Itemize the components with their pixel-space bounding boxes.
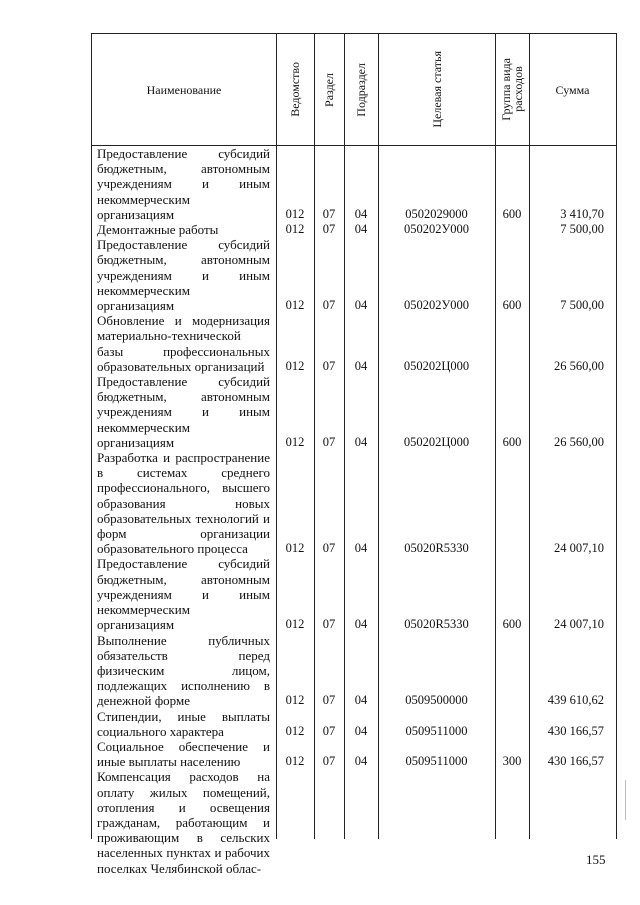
header-target: Целевая статья (429, 51, 444, 128)
header-group-line2: расходов (511, 66, 525, 113)
cell-grp: 300 (502, 754, 522, 769)
cell-cel: 050202У000 (403, 222, 470, 237)
header-section-cell (314, 34, 344, 145)
cell-cel: 050202Ц000 (403, 358, 470, 373)
cell-sum: 26 560,00 (554, 358, 604, 373)
table-body (92, 146, 616, 876)
cell-name: Предоставление субсидий бюджетным, автономным учреждениям и иным некоммерческим организациям (97, 556, 270, 633)
cell-grp: 600 (502, 434, 522, 449)
cell-pod: 04 (354, 222, 368, 237)
cell-name: Разработка и распространение в системах среднего профессионального, высшего образования новых образовательных технологий и форм организации образовательного процесса (97, 450, 270, 557)
cell-sum: 7 500,00 (560, 298, 604, 313)
cell-ved: 012 (285, 541, 305, 556)
cell-pod: 04 (354, 693, 368, 708)
cell-cel: 0509500000 (405, 693, 468, 708)
cell-ved: 012 (285, 693, 305, 708)
cell-name: Компенсация расходов на оплату жилых помещений, отопления и освещения гражданам, работающим и проживающим в сельских населенных пунктах и рабочих поселках Челябинской облас- (97, 769, 270, 876)
header-group (500, 58, 524, 121)
cell-cel: 0502029000 (405, 206, 468, 221)
cell-cel: 0509511000 (405, 754, 468, 769)
table-row (92, 374, 616, 450)
table-row (92, 633, 616, 709)
cell-name: Социальное обеспечение и иные выплаты населению (97, 738, 270, 770)
cell-grp: 600 (502, 298, 522, 313)
cell-raz: 07 (322, 222, 336, 237)
page-number: 155 (586, 852, 606, 867)
cell-cel: 050202Ц000 (403, 434, 470, 449)
cell-ved: 012 (285, 723, 305, 738)
cell-ved: 012 (285, 358, 305, 373)
header-group-cell (495, 34, 529, 145)
cell-name: Предоставление субсидий бюджетным, автономным учреждениям и иным некоммерческим организациям (97, 237, 270, 314)
cell-ved: 012 (285, 754, 305, 769)
cell-cel: 0509511000 (405, 723, 468, 738)
cell-cel: 05020R5330 (404, 541, 469, 556)
table-row (92, 237, 616, 313)
header-group-line1: Группа вида (499, 58, 513, 121)
table-row (92, 769, 616, 875)
header-target-cell (378, 34, 495, 145)
header-department: Ведомство (288, 62, 302, 117)
header-name-cell (92, 34, 276, 145)
header-subsection-cell (344, 34, 378, 145)
cell-pod: 04 (354, 754, 368, 769)
cell-ved: 012 (285, 298, 305, 313)
table-row (92, 739, 616, 769)
cell-pod: 04 (354, 434, 368, 449)
cell-name: Стипендии, иные выплаты социального характера (97, 708, 270, 739)
cell-raz: 07 (322, 754, 336, 769)
cell-grp: 600 (502, 617, 522, 632)
table-row (92, 709, 616, 739)
cell-raz: 07 (322, 298, 336, 313)
table-row (92, 313, 616, 374)
cell-sum: 430 166,57 (547, 723, 604, 738)
cell-raz: 07 (322, 617, 336, 632)
header-subsection: Подраздел (354, 62, 368, 117)
cell-raz: 07 (322, 434, 336, 449)
cell-sum: 24 007,10 (554, 541, 604, 556)
header-section: Раздел (322, 72, 336, 107)
cell-raz: 07 (322, 693, 336, 708)
cell-pod: 04 (354, 617, 368, 632)
header-sum-cell (529, 34, 616, 145)
cell-pod: 04 (354, 206, 368, 221)
cell-pod: 04 (354, 541, 368, 556)
table-row (92, 222, 616, 237)
cell-cel: 050202У000 (403, 298, 470, 313)
header-department-cell (276, 34, 314, 145)
cell-name: Выполнение публичных обязательств перед физическим лицом, подлежащих исполнению в денежной форме (97, 632, 270, 709)
cell-raz: 07 (322, 541, 336, 556)
cell-sum: 3 410,70 (560, 206, 604, 221)
table-row (92, 146, 616, 222)
header-name: Наименование (146, 82, 222, 97)
cell-name: Демонтажные работы (97, 222, 219, 238)
cell-sum: 24 007,10 (554, 617, 604, 632)
cell-ved: 012 (285, 206, 305, 221)
cell-pod: 04 (354, 358, 368, 373)
cell-sum: 26 560,00 (554, 434, 604, 449)
cell-name: Обновление и модернизация материально-технической базы профессиональных образовательных организаций (97, 313, 270, 374)
cell-ved: 012 (285, 222, 305, 237)
cell-pod: 04 (354, 723, 368, 738)
cell-sum: 7 500,00 (560, 222, 604, 237)
cell-raz: 07 (322, 358, 336, 373)
table-row (92, 556, 616, 632)
cell-raz: 07 (322, 723, 336, 738)
cell-cel: 05020R5330 (404, 617, 469, 632)
header-sum: Сумма (555, 82, 590, 97)
cell-ved: 012 (285, 617, 305, 632)
cell-name: Предоставление субсидий бюджетным, автономным учреждениям и иным некоммерческим организациям (97, 146, 270, 222)
cell-sum: 439 610,62 (547, 693, 604, 708)
cell-sum: 430 166,57 (547, 754, 604, 769)
cell-raz: 07 (322, 206, 336, 221)
cell-grp: 600 (502, 206, 522, 221)
table-row (92, 450, 616, 556)
scan-edge-mark (625, 780, 626, 820)
cell-name: Предоставление субсидий бюджетным, автономным учреждениям и иным некоммерческим организациям (97, 374, 270, 450)
cell-pod: 04 (354, 298, 368, 313)
cell-ved: 012 (285, 434, 305, 449)
